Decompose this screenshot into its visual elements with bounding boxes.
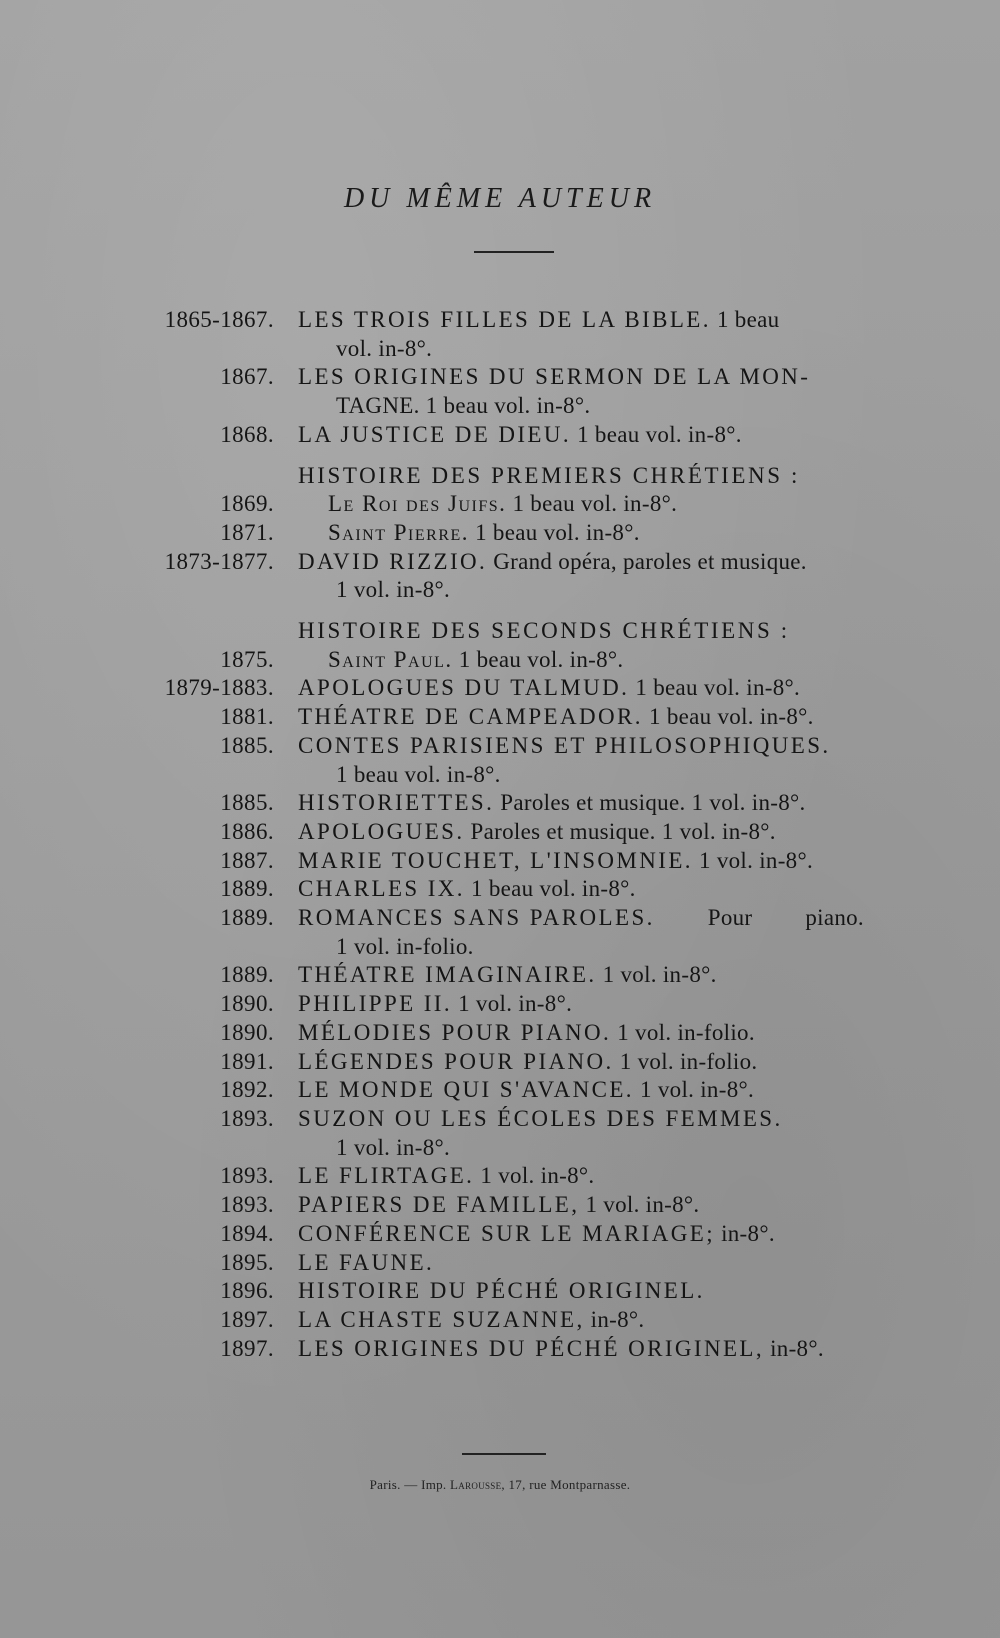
list-item <box>0 847 1000 876</box>
list-item <box>0 490 1000 519</box>
entry-title: APOLOGUES. <box>298 818 465 844</box>
entry-year: 1886. <box>220 818 274 844</box>
entry-year: 1873-1877. <box>164 548 274 574</box>
entry-year: 1895. <box>220 1249 274 1275</box>
entry-title: PAPIERS DE FAMILLE, <box>298 1192 580 1218</box>
entry-text <box>274 904 864 961</box>
entry-details: 1 beau vol. in-8°. <box>452 646 624 672</box>
page-heading: DU MÊME AUTEUR <box>343 183 657 214</box>
entry-details: 1 vol. in-8°. <box>633 1077 755 1103</box>
entry-title: LE FAUNE. <box>298 1249 435 1275</box>
entry-details: 1 beau vol. in-8°. <box>629 675 801 701</box>
list-item <box>0 1191 1000 1220</box>
entry-details: in-8°. <box>764 1335 824 1361</box>
entry-year: 1893. <box>220 1163 274 1189</box>
entry-text <box>274 674 864 703</box>
entry-year: 1865-1867. <box>164 307 274 332</box>
entry-year: 1892. <box>220 1077 274 1103</box>
entry-title: LES ORIGINES DU PÉCHÉ ORIGINEL, <box>298 1335 765 1361</box>
list-item <box>0 875 1000 904</box>
entry-details: 1 beau vol. in-8°. <box>642 704 814 730</box>
entry-text <box>274 1220 864 1249</box>
list-item <box>0 1335 1000 1364</box>
list-item <box>0 990 1000 1019</box>
entry-continuation: 1 beau vol. in-8°. <box>336 761 501 787</box>
entry-year: 1871. <box>220 519 274 545</box>
entry-text <box>274 1249 864 1278</box>
list-item <box>0 674 1000 703</box>
imprint-suffix: , 17, rue Montparnasse. <box>501 1477 631 1492</box>
entry-year: 1897. <box>220 1306 274 1332</box>
works-list <box>0 306 1000 1363</box>
entry-title: ROMANCES SANS PAROLES. <box>298 905 655 931</box>
list-item <box>0 1277 1000 1306</box>
entry-details: in-8°. <box>584 1306 645 1332</box>
entry-text <box>274 732 864 789</box>
entry-title: MÉLODIES POUR PIANO. <box>298 1019 612 1045</box>
entry-details: 1 vol. in-folio. <box>611 1019 755 1045</box>
entry-text <box>274 548 864 605</box>
list-item <box>0 1220 1000 1249</box>
entry-year: 1890. <box>220 1019 274 1045</box>
heading-rule <box>474 251 554 253</box>
entry-details: 1 beau vol. in-8°. <box>571 421 742 447</box>
list-item <box>0 1048 1000 1077</box>
printer-imprint <box>0 1477 1000 1493</box>
entry-continuation: 1 vol. in-8°. <box>336 577 451 603</box>
spacer <box>0 605 1000 617</box>
list-item <box>0 421 1000 450</box>
entry-continuation: 1 vol. in-8°. <box>336 1134 451 1160</box>
entry-text <box>274 990 864 1019</box>
list-item <box>0 1249 1000 1278</box>
entry-year: 1891. <box>220 1048 274 1074</box>
list-item <box>0 818 1000 847</box>
imprint-prefix: Paris. — Imp. <box>369 1477 451 1492</box>
entry-text <box>274 1076 864 1105</box>
list-item <box>0 1162 1000 1191</box>
entry-title: THÉATRE DE CAMPEADOR. <box>298 704 643 730</box>
entry-text <box>274 789 864 818</box>
entry-text <box>274 961 864 990</box>
entry-text <box>274 1019 864 1048</box>
entry-text <box>274 1048 864 1077</box>
entry-year: 1879-1883. <box>164 675 274 701</box>
list-item <box>0 904 1000 961</box>
entry-year: 1881. <box>220 704 274 730</box>
entry-year: 1889. <box>220 962 274 988</box>
entry-year: 1893. <box>220 1105 274 1131</box>
entry-title: LA JUSTICE DE DIEU. <box>298 421 572 447</box>
entry-text <box>274 847 864 876</box>
entry-continuation: vol. in-8°. <box>336 335 433 361</box>
entry-text <box>274 363 864 420</box>
entry-title: CONTES PARISIENS ET PHILOSOPHIQUES. <box>298 732 831 758</box>
entry-details: 1 vol. in-8°. <box>452 991 573 1017</box>
list-item <box>0 789 1000 818</box>
entry-text <box>274 646 864 675</box>
entry-year: 1893. <box>220 1192 274 1218</box>
entry-continuation: 1 vol. in-folio. <box>336 933 474 959</box>
list-item <box>0 519 1000 548</box>
entry-year: 1885. <box>220 732 274 758</box>
entry-year: 1869. <box>220 491 274 517</box>
entry-text <box>274 1162 864 1191</box>
entry-title: Saint Pierre. <box>328 519 470 545</box>
entry-details: 1 beau <box>710 307 780 332</box>
spacer <box>0 450 1000 462</box>
entry-year: 1894. <box>220 1220 274 1246</box>
entry-details: 1 vol. in-8°. <box>474 1163 595 1189</box>
entry-title: LES ORIGINES DU SERMON DE LA MON- <box>298 364 811 390</box>
entry-title: HISTOIRE DU PÉCHÉ ORIGINEL. <box>298 1278 705 1304</box>
entry-title: CONFÉRENCE SUR LE MARIAGE; <box>298 1220 716 1246</box>
entry-title: LE FLIRTAGE. <box>298 1163 475 1189</box>
entry-continuation: TAGNE. 1 beau vol. in-8°. <box>336 393 591 419</box>
list-item <box>0 646 1000 675</box>
imprint-printer: Larousse <box>450 1477 502 1492</box>
entry-details: 1 vol. in-8°. <box>596 962 717 988</box>
entry-title: LES TROIS FILLES DE LA BIBLE. <box>298 307 711 332</box>
list-item <box>0 1076 1000 1105</box>
entry-title: PHILIPPE II. <box>298 991 453 1017</box>
entry-text <box>274 519 864 548</box>
list-item <box>0 732 1000 789</box>
entry-title: LA CHASTE SUZANNE, <box>298 1306 585 1332</box>
entry-details: 1 vol. in-folio. <box>613 1048 758 1074</box>
list-item <box>0 1105 1000 1162</box>
entry-title: Le Roi des Juifs. <box>328 491 507 517</box>
entry-title: THÉATRE IMAGINAIRE. <box>298 962 597 988</box>
entry-text <box>274 1335 864 1364</box>
section-heading-premiers <box>0 462 1000 491</box>
entry-text <box>274 875 864 904</box>
entry-details: 1 beau vol. in-8°. <box>464 876 636 902</box>
entry-year: 1885. <box>220 790 274 816</box>
entry-title: HISTORIETTES. <box>298 790 495 816</box>
entry-title: Saint Paul. <box>328 646 453 672</box>
entry-details-b: piano. <box>805 905 864 931</box>
entry-year: 1897. <box>220 1335 274 1361</box>
entry-details-a: Pour <box>707 905 753 931</box>
list-item <box>0 548 1000 605</box>
entry-details: Paroles et musique. 1 vol. in-8°. <box>464 818 776 844</box>
entry-year: 1889. <box>220 905 274 931</box>
entry-details: Paroles et musique. 1 vol. in-8°. <box>494 790 806 816</box>
entry-year: 1896. <box>220 1278 274 1304</box>
list-item <box>0 1019 1000 1048</box>
list-item <box>0 703 1000 732</box>
section-heading-seconds <box>0 617 1000 646</box>
entry-year: 1868. <box>220 421 274 447</box>
entry-text <box>274 1105 864 1162</box>
imprint-rule <box>462 1453 546 1455</box>
list-item <box>0 363 1000 420</box>
entry-title: LÉGENDES POUR PIANO. <box>298 1048 614 1074</box>
entry-year: 1875. <box>220 646 274 672</box>
entry-year: 1889. <box>220 876 274 902</box>
entry-text <box>274 1306 864 1335</box>
entry-title: APOLOGUES DU TALMUD. <box>298 675 630 701</box>
entry-title: SUZON OU LES ÉCOLES DES FEMMES. <box>298 1105 783 1131</box>
entry-details: 1 beau vol. in-8°. <box>506 491 678 517</box>
entry-year: 1867. <box>220 364 274 390</box>
entry-text <box>274 1191 864 1220</box>
entry-title: LE MONDE QUI S'AVANCE. <box>298 1077 634 1103</box>
entry-text <box>274 703 864 732</box>
entry-text <box>274 490 864 519</box>
section-heading-text: HISTOIRE DES SECONDS CHRÉTIENS : <box>298 618 790 644</box>
entry-title: DAVID RIZZIO. <box>298 548 488 574</box>
entry-title: MARIE TOUCHET, L'INSOMNIE. <box>298 847 693 873</box>
entry-text <box>274 1277 864 1306</box>
entry-details: 1 vol. in-8°. <box>579 1192 700 1218</box>
list-item <box>0 1306 1000 1335</box>
list-item <box>0 306 1000 363</box>
entry-text <box>274 421 864 450</box>
entry-details: Grand opéra, paroles et musique. <box>487 548 807 574</box>
entry-details: 1 beau vol. in-8°. <box>469 519 640 545</box>
entry-text <box>274 818 864 847</box>
entry-details: 1 vol. in-8°. <box>692 847 814 873</box>
entry-year: 1887. <box>220 847 274 873</box>
entry-text <box>274 306 864 363</box>
list-item <box>0 961 1000 990</box>
entry-details: in-8°. <box>715 1220 775 1246</box>
section-heading-text: HISTOIRE DES PREMIERS CHRÉTIENS : <box>298 462 800 488</box>
entry-year: 1890. <box>220 991 274 1017</box>
entry-title: CHARLES IX. <box>298 876 465 902</box>
